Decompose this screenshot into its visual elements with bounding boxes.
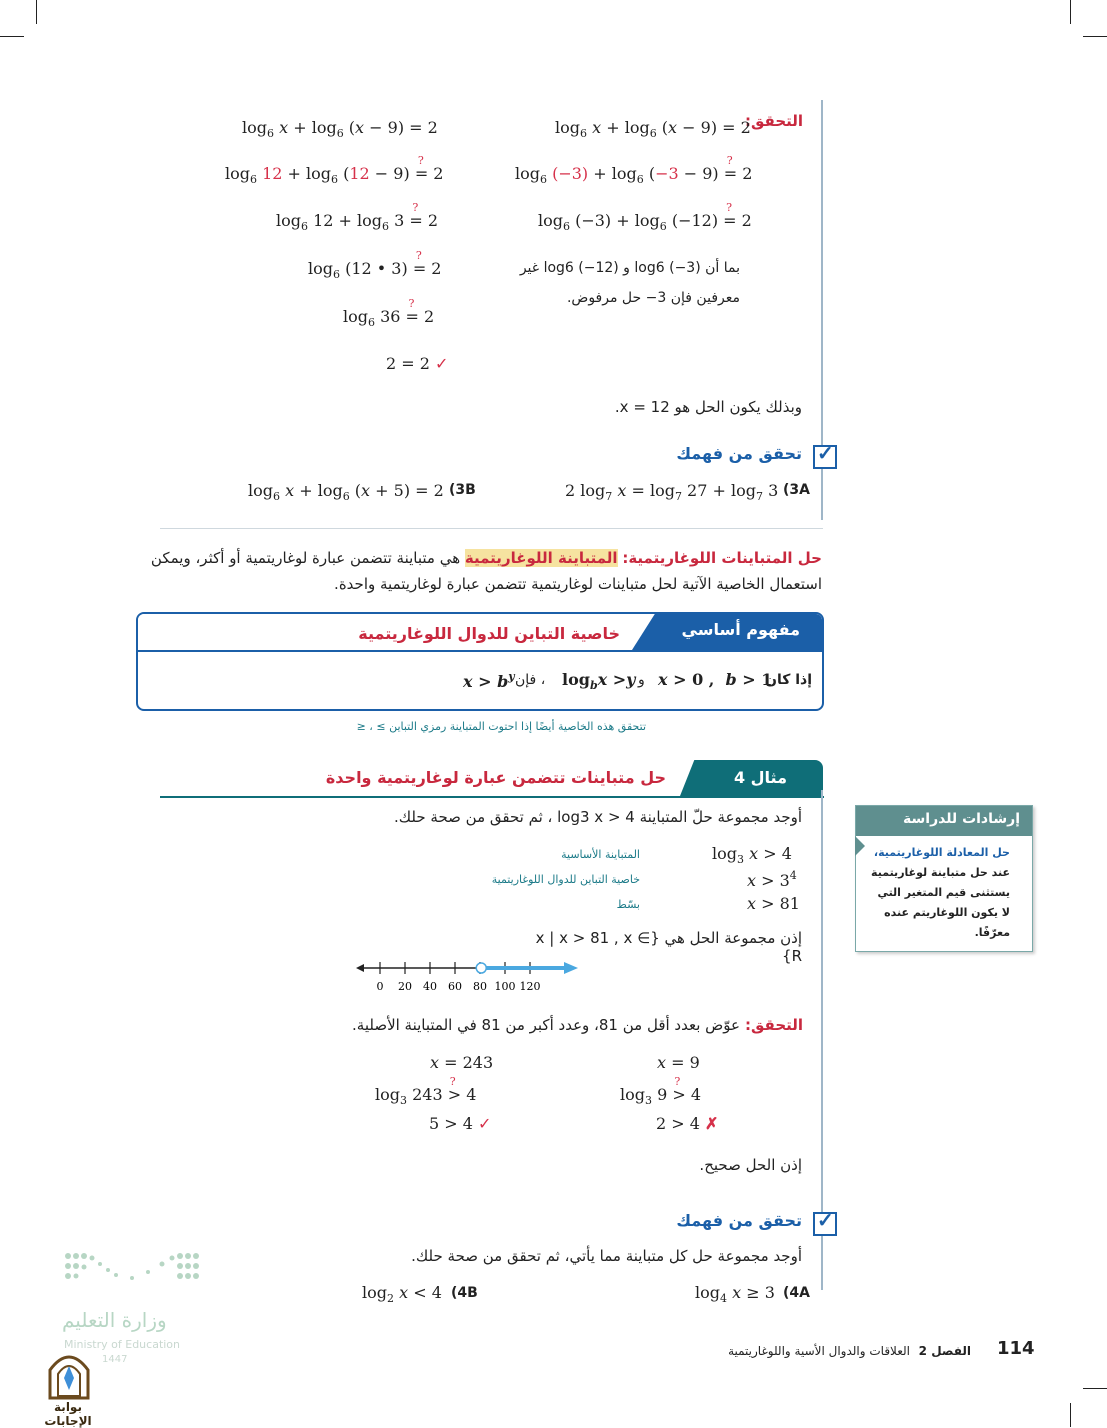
step-reason: بسّط [616,898,640,911]
tick-label: 0 [376,980,384,993]
check-value: x = 9 [657,1053,700,1072]
check-value: 2 > 4 ✗ [656,1114,719,1133]
crop-mark [1083,1388,1107,1389]
concept-cond: x > 0 , b > 1 [658,670,773,689]
concept-ineq: $\log_bx >y$ [562,670,636,692]
axis-arrow-left [356,964,364,972]
example-prompt: أوجد مجموعة حلّ المتباينة log3 x > 4 ، ثم تحقق من صحة حلك. [394,808,802,826]
step-expr: $\log_3 x > 4$ [712,844,792,866]
exercise-label: (4A [783,1285,810,1301]
check-left-eq: $\log_6 x + \log_6 (x - 9) = 2$ [242,118,438,140]
check-label: التحقق: [745,112,804,130]
check-left-eq: $\log_6 (12$ • 3) ? = 2 [308,249,442,281]
concept-tag: مفهوم أساسي [681,620,800,639]
checkbox-icon: ✓ [813,1212,837,1236]
check-note: بما أن log6 (−3) و log6 (−12) غير [519,260,740,276]
ministry-name-ar: وزارة التعليم [62,1308,167,1332]
chapter-label: الفصل 2 [918,1344,971,1358]
study-tip-heading: حل المعادلة اللوغاريتمية، [873,846,1010,859]
term-highlight: المتباينة اللوغاريتمية [464,549,618,567]
portal-name: بوابة الإجابات [44,1400,92,1428]
solution-ray-arrow [564,962,578,974]
check-right-eq: $\log_6 (-3) + \log_6 (-12)$ ? = 2 [538,201,752,233]
exercise-expr: $\log_6 x + \log_6 (x + 5) = 2$ [248,481,444,503]
tick-label: 120 [519,980,541,993]
exercise-label: (3B [449,482,476,498]
tick-label: 60 [448,980,462,993]
tick-label: 100 [494,980,516,993]
ministry-name-en: Ministry of Education [64,1338,181,1351]
study-tip-line: يستثنى قيم المتغير التي [877,886,1010,899]
page-number: 114 [997,1338,1035,1359]
study-tip-line: عند حل متباينة لوغاريتمية [871,866,1010,879]
concept-then: ، فإن [515,672,546,688]
section-paragraph [150,545,822,597]
check-value: $\log_3 9$ ? > 4 [620,1075,702,1107]
step-reason: المتباينة الأساسية [561,848,640,861]
crop-mark [1070,1403,1071,1427]
crop-mark [1083,36,1107,37]
checkmark-icon: ✓ [435,354,449,373]
check-right-eq: $\log_6 (-3) + \log_6 (-3 - 9)$ ? = 2 [515,154,753,186]
checkmark-icon: ✓ [478,1114,492,1133]
check-left-eq: $\log_6 12 + \log_6 3$ ? = 2 [276,201,439,233]
solution-set: إذن مجموعة الحل هي {x | x > 81 , x ∈ R} [535,929,802,965]
solution-ray [476,962,578,974]
study-tip-title: إرشادات للدراسة [903,811,1020,827]
cross-icon: ✗ [705,1114,719,1133]
crop-mark [36,0,37,24]
step-expr: $x > 3^4$ [747,869,797,890]
concept-title: خاصية التباين للدوال اللوغاريتمية [358,624,620,643]
section-text: هي متباينة تتضمن عبارة لوغاريتمية أو أكثر، ويمكن [150,549,461,567]
check-note: معرفين فإن 3− حل مرفوض. [566,290,740,306]
section-heading: حل المتباينات اللوغاريتمية: [622,549,822,567]
concept-note: تتحقق هذه الخاصية أيضًا إذا احتوت المتباينة رمزي التباين ≥ ، ≤ [356,720,646,733]
check-conclusion: وبذلك يكون الحل هو x = 12. [614,398,802,416]
step-expr: x > 81 [747,894,800,913]
tick-label: 20 [398,980,412,993]
example-tag: مثال 4 [733,768,787,787]
ministry-logo-dots-icon [62,1250,202,1286]
checkbox-icon: ✓ [813,445,837,469]
study-tip-line: لا يكون اللوغاريتم عنده [884,906,1010,919]
exercise-expr: 2 $\log_7 x = \log_7 27 + \log_7 3$ [565,481,779,503]
concept-result: $x > b^y$ [463,670,515,691]
concept-if: إذا كان [765,672,813,688]
tick-labels [377,980,541,993]
frame-line [160,528,823,529]
exercise-expr: $\log_2 x < 4$ [362,1283,442,1305]
number-line [350,955,590,995]
tcheck-title: تحقق من فهمك [676,1211,802,1230]
concept-and: و [638,672,645,688]
ministry-year: 1447 [102,1354,128,1365]
tick-label: 80 [473,980,487,993]
check-value: $\log_3 243$ ? > 4 [375,1075,477,1107]
check-left-eq: 2 = 2 ✓ [386,354,449,373]
crop-mark [0,36,24,37]
example-conclusion: إذن الحل صحيح. [699,1156,802,1174]
check-label: التحقق: [745,1016,804,1034]
tcheck-title: تحقق من فهمك [676,444,802,463]
check-value: 5 > 4 ✓ [429,1114,492,1133]
check-left-eq: $\log_6 12 + \log_6 (12 - 9)$ ? = 2 [225,154,444,186]
step-reason: خاصية التباين للدوال اللوغاريتمية [491,873,640,886]
exercise-expr: $\log_4 x \ge 3$ [695,1283,775,1305]
exercise-label: (4B [451,1285,478,1301]
check-text: عوّض بعدد أقل من 81، وعدد أكبر من 81 في المتباينة الأصلية. [352,1016,740,1034]
portal-logo-icon [46,1348,92,1400]
open-circle-point [476,963,486,973]
exercise-label: (3A [783,482,810,498]
example-title: حل متباينات تتضمن عبارة لوغاريتمية واحدة [325,768,666,787]
check-left-eq: $\log_6 36$ ? = 2 [343,297,435,329]
section-text: استعمال الخاصية الآتية لحل متباينات لوغاريتمية تتضمن عبارة لوغاريتمية واحدة. [334,575,822,593]
check-value: x = 243 [430,1053,494,1072]
chapter-title: العلاقات والدوال الأسية واللوغاريتمية [728,1344,910,1358]
check-right-eq: $\log_6 x + \log_6 (x - 9) = 2$ [555,118,751,140]
study-tip-line: معرّفًا. [974,926,1010,939]
tcheck-prompt: أوجد مجموعة حل كل متباينة مما يأتي، ثم تحقق من صحة حلك. [411,1247,802,1265]
crop-mark [1070,0,1071,24]
tick-label: 40 [423,980,437,993]
